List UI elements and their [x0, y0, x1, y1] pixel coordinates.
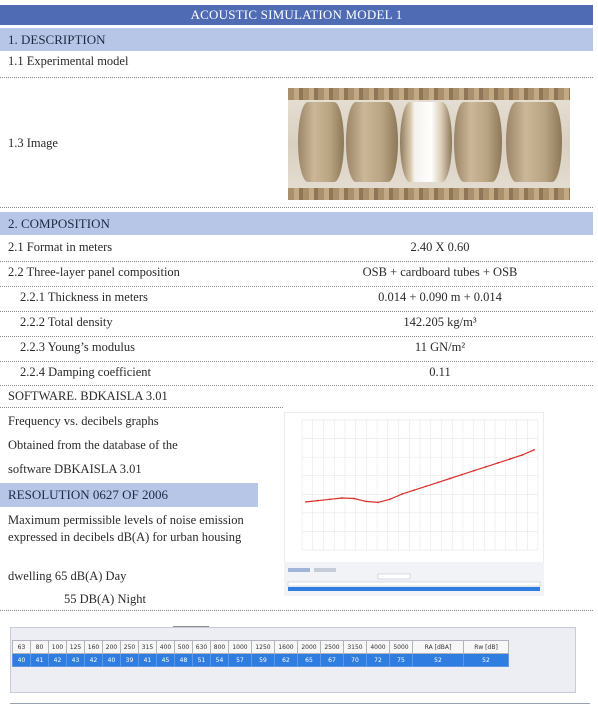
software-heading: SOFTWARE. BDKAISLA 3.01 [8, 389, 168, 403]
band-value-cell: 65 [298, 654, 321, 667]
resolution-heading: RESOLUTION 0627 OF 2006 [0, 483, 258, 507]
cardboard-tube [400, 102, 452, 182]
data-point [521, 454, 523, 456]
data-point [401, 493, 403, 495]
data-point [437, 482, 439, 484]
software-line-1: Frequency vs. decibels graphs [8, 414, 159, 428]
software-line-3: software DBKAISLA 3.01 [8, 462, 142, 476]
band-value-cell: 54 [211, 654, 229, 667]
experimental-model-row [0, 54, 593, 78]
data-point [533, 449, 535, 451]
data-point [353, 498, 355, 500]
band-header-cell: 125 [67, 641, 85, 654]
section-heading-description: 1. DESCRIPTION [0, 28, 593, 51]
graph-mini-values [288, 587, 540, 591]
composition-label: 2.2 Three-layer panel composition [8, 265, 180, 279]
band-header-cell: 2500 [321, 641, 344, 654]
cardboard-tube [346, 102, 398, 182]
data-point [389, 498, 391, 500]
graph-toolbar-tab [288, 568, 310, 572]
graph-mini-header [288, 582, 540, 586]
band-value-cell: 51 [193, 654, 211, 667]
band-value-cell: 52 [464, 654, 509, 667]
cardboard-tube [506, 102, 562, 182]
band-value-cell: 48 [175, 654, 193, 667]
band-header-cell: 3150 [344, 641, 367, 654]
composition-row [0, 312, 593, 337]
data-point [473, 470, 475, 472]
composition-row [0, 262, 593, 287]
band-value-cell: 70 [344, 654, 367, 667]
band-value-cell: 72 [367, 654, 390, 667]
data-point [485, 466, 487, 468]
band-table [12, 640, 509, 667]
band-value-cell: 42 [49, 654, 67, 667]
band-header-cell: 250 [121, 641, 139, 654]
divider [0, 610, 593, 611]
data-point [413, 489, 415, 491]
page-title: ACOUSTIC SIMULATION MODEL 1 [0, 5, 593, 25]
top-osb-board [288, 88, 570, 100]
composition-label: 2.2.2 Total density [20, 315, 113, 329]
composition-label: 2.2.4 Damping coefficient [20, 365, 151, 379]
band-header-cell: 1250 [252, 641, 275, 654]
band-value-cell: 62 [275, 654, 298, 667]
band-header-cell: 315 [139, 641, 157, 654]
band-value-cell: 59 [252, 654, 275, 667]
data-point [305, 501, 307, 503]
data-point [377, 502, 379, 504]
band-header-cell: 800 [211, 641, 229, 654]
band-header-cell: 1000 [229, 641, 252, 654]
data-point [365, 500, 367, 502]
band-value-cell: 41 [139, 654, 157, 667]
composition-label: 2.1 Format in meters [8, 240, 113, 254]
composition-value: 0.014 + 0.090 m + 0.014 [378, 290, 502, 304]
band-header-cell: 630 [193, 641, 211, 654]
data-point [341, 497, 343, 499]
band-header-cell: 80 [31, 641, 49, 654]
composition-row [0, 287, 593, 312]
data-point [425, 485, 427, 487]
band-header-cell: 63 [13, 641, 31, 654]
composition-value: 142.205 kg/m³ [403, 315, 477, 329]
band-value-cell: 40 [13, 654, 31, 667]
composition-value: 2.40 X 0.60 [410, 240, 470, 254]
band-header-row [13, 641, 509, 654]
band-header-cell: 500 [175, 641, 193, 654]
resolution-day: dwelling 65 dB(A) Day [8, 569, 127, 583]
band-values-row [13, 654, 509, 667]
composition-row [0, 237, 593, 262]
cardboard-tube [454, 102, 502, 182]
band-header-cell: RA [dBA] [413, 641, 464, 654]
composition-label: 2.2.3 Young’s modulus [20, 340, 135, 354]
band-value-cell: 39 [121, 654, 139, 667]
composition-row [0, 362, 593, 386]
band-value-cell: 41 [31, 654, 49, 667]
data-point [509, 458, 511, 460]
graph-toolbar-tab [314, 568, 336, 572]
software-heading-row [0, 386, 283, 408]
data-point [317, 500, 319, 502]
band-header-cell: 4000 [367, 641, 390, 654]
section-heading-composition: 2. COMPOSITION [0, 212, 593, 235]
band-value-cell: 57 [229, 654, 252, 667]
bottom-rule [10, 703, 590, 704]
composition-value: 0.11 [429, 365, 451, 379]
cardboard-tube [298, 102, 344, 182]
software-line-2: Obtained from the database of the [8, 438, 178, 452]
frequency-decibel-graph [284, 412, 544, 596]
bottom-osb-board [288, 188, 570, 200]
data-point [329, 498, 331, 500]
band-value-cell: 67 [321, 654, 344, 667]
band-value-cell: 42 [85, 654, 103, 667]
band-header-cell: 100 [49, 641, 67, 654]
band-header-cell: 160 [85, 641, 103, 654]
band-header-cell: 400 [157, 641, 175, 654]
composition-value: 11 GN/m² [414, 340, 466, 354]
band-header-cell: 5000 [390, 641, 413, 654]
resolution-night: 55 DB(A) Night [64, 592, 146, 606]
composition-label: 2.2.1 Thickness in meters [20, 290, 148, 304]
data-point [497, 462, 499, 464]
panel-photo [288, 88, 570, 200]
band-value-cell: 40 [103, 654, 121, 667]
band-header-cell: 2000 [298, 641, 321, 654]
composition-row [0, 337, 593, 362]
resolution-text: Maximum permissible levels of noise emission expressed in decibels dB(A) for urban housing [8, 513, 244, 544]
band-header-cell: Rw [dB] [464, 641, 509, 654]
band-value-cell: 43 [67, 654, 85, 667]
experimental-model-label: 1.1 Experimental model [8, 54, 129, 68]
data-point [461, 474, 463, 476]
composition-value: OSB + cardboard tubes + OSB [362, 265, 518, 279]
band-header-cell: 1600 [275, 641, 298, 654]
band-value-cell: 45 [157, 654, 175, 667]
band-value-cell: 75 [390, 654, 413, 667]
band-value-cell: 52 [413, 654, 464, 667]
band-header-cell: 200 [103, 641, 121, 654]
data-point [449, 478, 451, 480]
image-label: 1.3 Image [8, 136, 58, 150]
graph-select [378, 574, 410, 579]
